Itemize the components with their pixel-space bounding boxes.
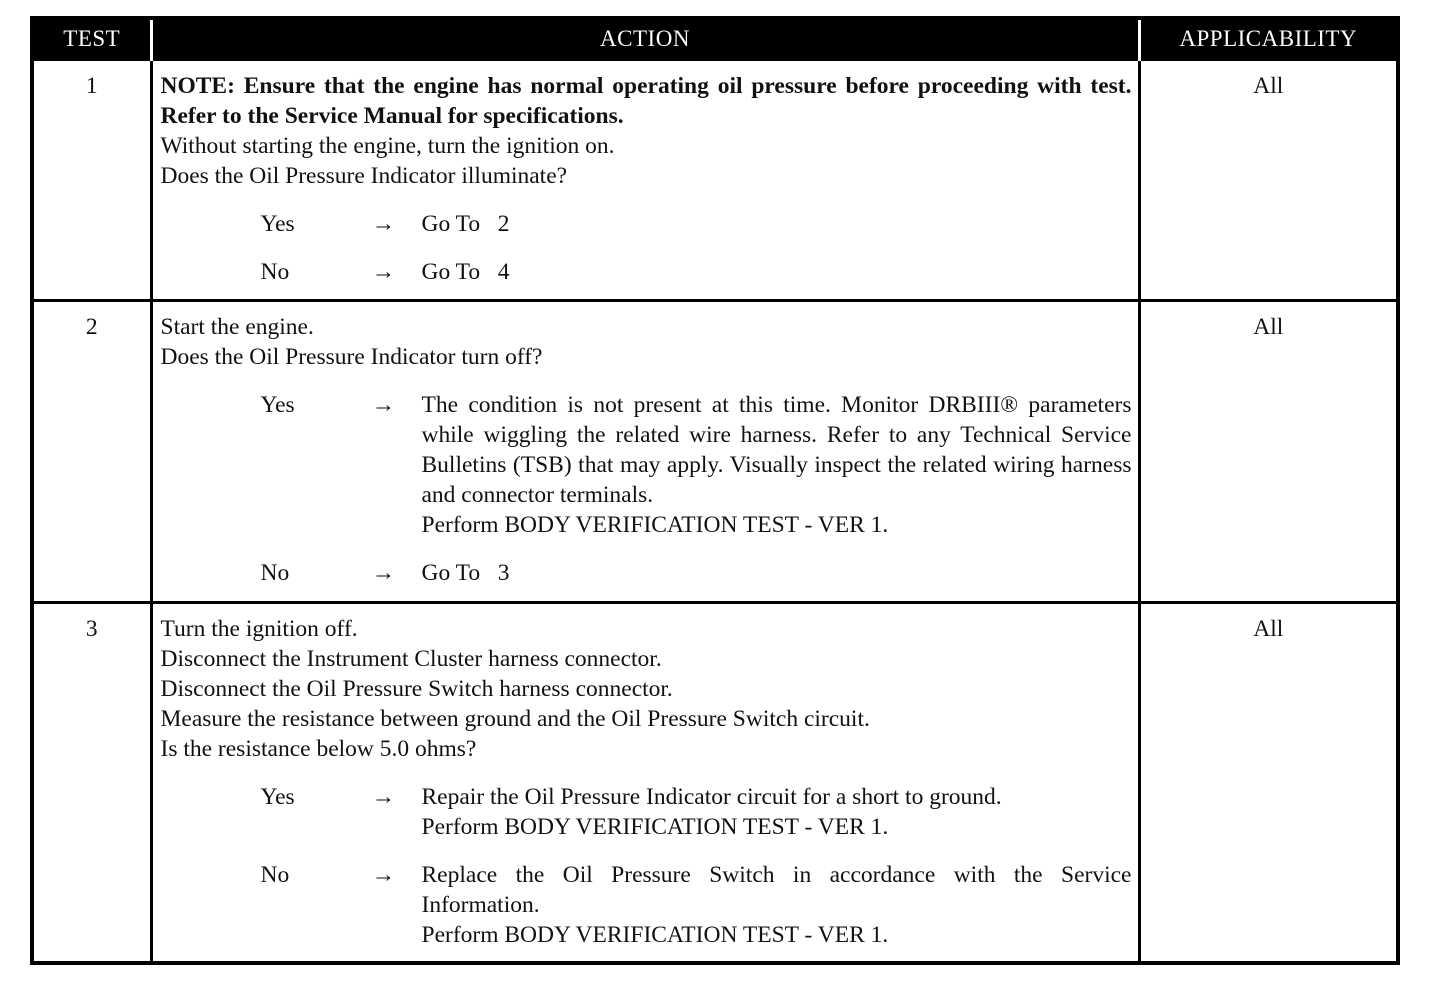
yes-label: Yes xyxy=(260,784,295,810)
no-branch xyxy=(261,257,1132,287)
action-question: Does the Oil Pressure Indicator turn off? xyxy=(160,344,543,370)
test-number: 2 xyxy=(32,301,151,603)
no-result: Go To 4 xyxy=(421,259,510,285)
action-question: Is the resistance below 5.0 ohms? xyxy=(160,736,477,762)
action-line: Without starting the engine, turn the ignition on. xyxy=(160,133,615,159)
note-text: NOTE: Ensure that the engine has normal operating oil pressure before proceeding with test. Refer to the Service Manual for specifications. xyxy=(160,73,1132,129)
applicability-value: All xyxy=(1139,301,1398,603)
no-branch xyxy=(261,558,1132,588)
arrow-right-icon: → xyxy=(371,211,395,237)
arrow-right-icon: → xyxy=(371,560,395,586)
applicability-value: All xyxy=(1139,60,1398,301)
yes-result: The condition is not present at this time. Monitor DRBIII® parameters while wiggling the related wire harness. Refer to any Technical Service Bulletins (TSB) that may apply. Visually inspect the related wiring harness and connector terminals. xyxy=(421,392,1132,508)
table-row xyxy=(32,603,1398,963)
yes-result: Repair the Oil Pressure Indicator circuit for a short to ground. xyxy=(421,784,1002,810)
no-result: Go To 3 xyxy=(421,560,510,586)
table-row xyxy=(32,301,1398,603)
header-applicability: APPLICABILITY xyxy=(1139,18,1398,60)
no-result-verification: Perform BODY VERIFICATION TEST - VER 1. xyxy=(421,922,889,948)
yes-label: Yes xyxy=(260,392,295,418)
yes-result-verification: Perform BODY VERIFICATION TEST - VER 1. xyxy=(421,512,889,538)
yes-result: Go To 2 xyxy=(421,211,510,237)
arrow-right-icon: → xyxy=(371,259,395,285)
no-label: No xyxy=(260,862,290,888)
action-line: Measure the resistance between ground and the Oil Pressure Switch circuit. xyxy=(160,706,870,732)
yes-branch xyxy=(261,782,1132,842)
action-line: Turn the ignition off. xyxy=(160,616,358,642)
yes-label: Yes xyxy=(260,211,295,237)
table-row xyxy=(32,60,1398,301)
action-question: Does the Oil Pressure Indicator illuminate? xyxy=(160,163,568,189)
diagnostic-test-table xyxy=(30,16,1400,965)
arrow-right-icon: → xyxy=(371,392,395,418)
no-branch xyxy=(261,860,1132,950)
action-line: Disconnect the Instrument Cluster harness connector. xyxy=(160,646,662,672)
no-label: No xyxy=(260,259,290,285)
yes-result-verification: Perform BODY VERIFICATION TEST - VER 1. xyxy=(421,814,889,840)
yes-branch xyxy=(261,390,1132,540)
yes-branch xyxy=(261,209,1132,239)
action-cell xyxy=(151,603,1139,963)
header-row xyxy=(32,18,1398,60)
applicability-value: All xyxy=(1139,603,1398,963)
arrow-right-icon: → xyxy=(371,784,395,810)
no-result: Replace the Oil Pressure Switch in accordance with the Service Information. xyxy=(421,862,1132,918)
action-line: Disconnect the Oil Pressure Switch harness connector. xyxy=(160,676,673,702)
action-cell xyxy=(151,60,1139,301)
action-cell xyxy=(151,301,1139,603)
action-line: Start the engine. xyxy=(160,314,314,340)
header-action: ACTION xyxy=(151,18,1139,60)
test-number: 3 xyxy=(32,603,151,963)
header-test: TEST xyxy=(32,18,151,60)
arrow-right-icon: → xyxy=(371,862,395,888)
test-number: 1 xyxy=(32,60,151,301)
no-label: No xyxy=(260,560,290,586)
